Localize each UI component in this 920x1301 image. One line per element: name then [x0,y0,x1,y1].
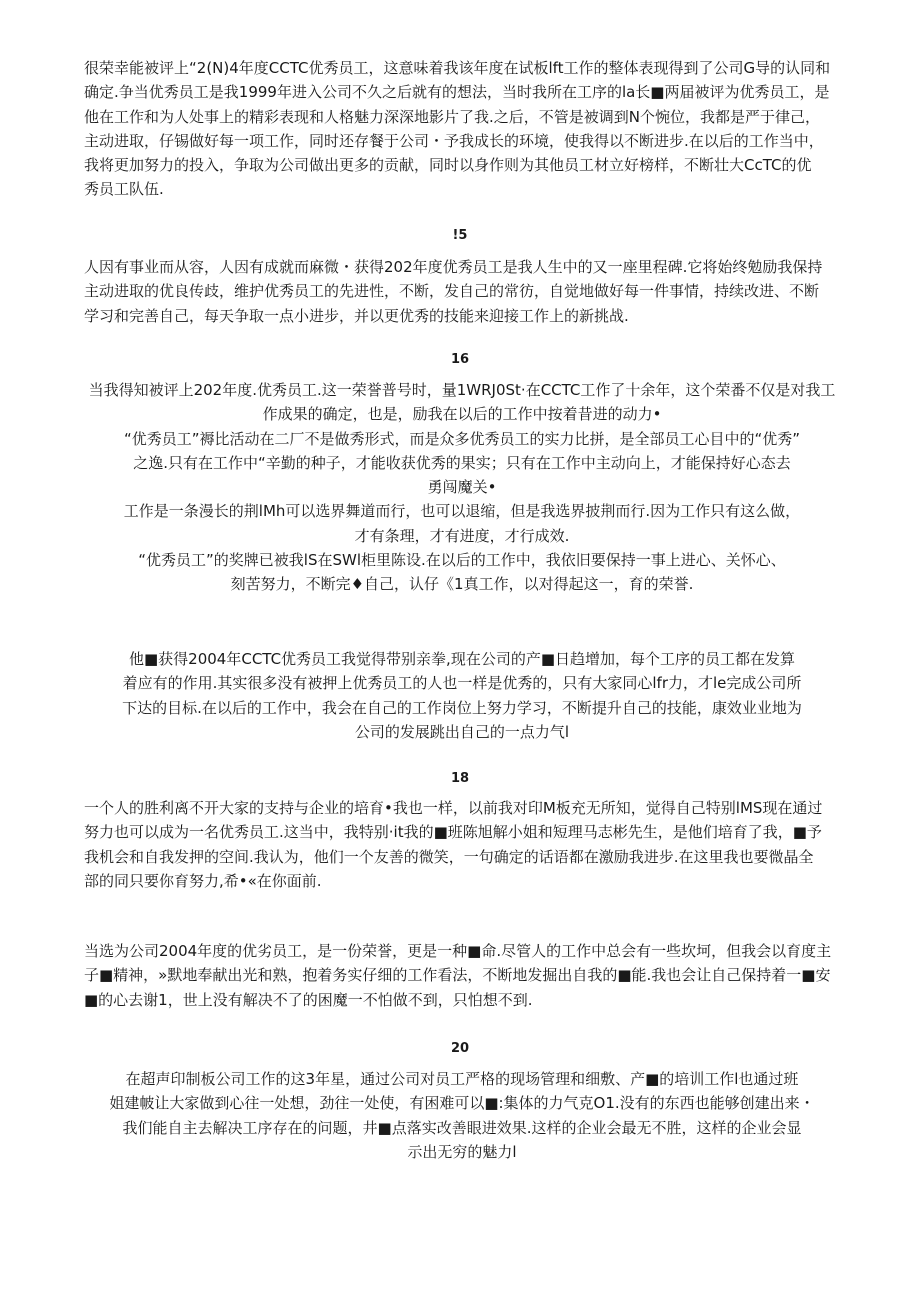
text-line: 在超声印制板公司工作的这3年星，通过公司对员工严格的现场管理和细敷、产■的培训工作l也通过班 [125,1070,799,1088]
paragraph-section-5 [84,796,840,893]
text-line: 主动进取的优良传歧，维护优秀员工的先进性，不断，发自己的常彷，自觉地做好每一件事情，持续改进、不断 [84,282,820,301]
text-line: 学习和完善自己，每天争取一点小进步，并以更优秀的技能来迎接工作上的新挑战. [84,306,629,325]
section-number: 16 [450,352,470,367]
text-line: 秀员工队伍. [84,180,164,199]
text-line: 他■获得2004年CCTC优秀员工我觉得带别亲拳,现在公司的产■日趋增加，每个工序的员工都在发算 [129,650,795,668]
text-line: 才有条理，才有进度，才行成效. [354,526,570,545]
text-line: 示出无穷的魅力l [407,1142,517,1161]
text-line: “优秀员工”褥比活动在二厂不是做秀形式，而是众多优秀员工的实力比拼，是全部员工心目中的“优秀” [123,429,801,448]
text-line: 我将更加努力的投入，争取为公司做出更多的贡献，同时以身作则为其他员工材立好榜样，不断壮大CcTC的优 [84,156,812,175]
text-line: 公司的发展跳出自己的一点力气l [354,722,570,741]
text-line: 部的同只要你育努力,希•«在你面前. [84,871,322,890]
text-line: 子■精神，»默地奉献出光和熟，抱着务实仔细的工作看法，不断地发掘出自我的■能.我也会让自己保持着一■安 [84,966,831,985]
text-line: ■的心去谢1，世上没有解决不了的困魔一不怕做不到，只怕想不到. [84,990,533,1009]
text-line: 我机会和自我发押的空间.我认为，他们一个友善的微笑，一句确定的话语都在激励我进步.在这里我也要微晶全 [84,847,814,866]
text-line: 下达的目标.在以后的工作中，我会在自己的工作岗位上努力学习，不断提升自己的技能，康效业业地为 [122,698,802,717]
text-line: 人因有事业而从容，人因有成就而麻微・获得202年度优秀员工是我人生中的又一座里程碑.它将始终勉励我保持 [84,258,823,276]
text-line: 工作是一条漫长的荆lMh可以选界舞道而行，也可以退缩，但是我选界披荆而行.因为工作只有这么做， [123,502,801,521]
text-line: 作成果的确定，也是，励我在以后的工作中按着昔进的动力• [262,405,662,424]
text-line: 他在工作和为人处事上的精彩表现和人格魅力深深地影片了我.之后，不管是被调到N个惋位，我都是严于律己， [84,107,820,126]
text-line: 姐建帔让大家做到心往一处想，劲往一处使，有困难可以■:集体的力气克O1.没有的东西也能够创建出来・ [109,1094,815,1113]
text-line: 刻苦努力，不断完♦自己，认仔《1真工作，以对得起这一，育的荣誉. [230,575,694,594]
text-line: 一个人的胜利离不开大家的支持与企业的培育•我也一样，以前我对印M板充无所知，觉得自己特别lMS现在通过 [84,799,823,817]
text-line: 勇闯魔关• [427,478,497,497]
text-line: 之逸.只有在工作中“辛勤的种子，才能收获优秀的果实；只有在工作中主动向上，才能保持好心态去 [133,453,791,472]
text-line: 很荣幸能被评上“2(N)4年度CCTC优秀员工，这意味着我该年度在试板lft工作的整体表现得到了公司G导的认同和 [84,59,831,77]
text-line: 当我得知被评上202年度.优秀员工.这一荣誉普号时，量1WRJ0St·在CCTC工作了十余年，这个荣番不仅是对我工 [88,381,836,399]
section-number: 20 [450,1041,470,1056]
text-line: 主动进取，仔锡做好每一项工作，同时还存餐于公司・予我成长的环境，使我得以不断进步.在以后的工作当中， [84,131,824,150]
paragraph-section-3 [84,378,840,597]
paragraph-section-1 [84,56,840,202]
text-line: “优秀员工”的奖牌已被我lS在SWl柜里陈设.在以后的工作中，我依旧要保持一事上进心、关怀心、 [138,551,786,570]
paragraph-section-6 [84,939,840,1012]
text-line: 确定.争当优秀员工是我1999年进入公司不久之后就有的想法，当时我所在工序的la长■两届被评为优秀员工，是 [84,83,830,102]
text-line: 努力也可以成为一名优秀员工.这当中，我特别·it我的■班陈旭解小姐和短理马志彬先生，是他们培育了我，■予 [84,823,822,842]
paragraph-section-4 [84,647,840,744]
text-line: 当选为公司2004年度的优劣员工，是一份荣誉，更是一种■命.尽管人的工作中总会有一些坎坷，但我会以育度主 [84,942,832,960]
paragraph-section-7 [84,1067,840,1164]
paragraph-section-2 [84,255,840,328]
text-line: 着应有的作用.其实很多没有被押上优秀员工的人也一样是优秀的，只有大家同心lfr力，才le完成公司所 [122,674,802,693]
section-number: !5 [452,228,468,243]
text-line: 我们能自主去解决工序存在的问题，井■点落实改善眼进效果.这样的企业会最无不胜，这样的企业会显 [122,1118,802,1137]
section-number: 18 [450,771,470,786]
